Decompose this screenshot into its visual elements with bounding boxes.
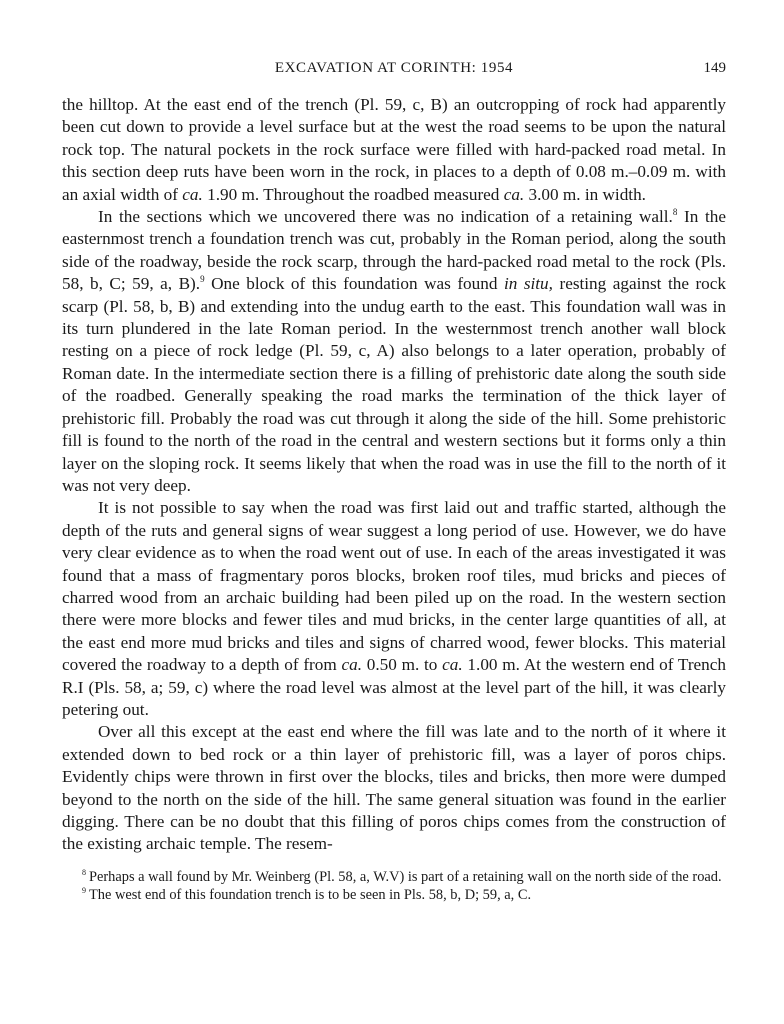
body-paragraph [62, 94, 726, 206]
footnote [62, 868, 726, 886]
text-run: It is not possible to say when the road was first laid out and traffic started, although the depth of the ruts and general signs of wear suggest a long period of use. However, we do have very clear evidence as to when the road went out of use. In each of the areas investigated it was found that a mass of fragmentary poros blocks, broken roof tiles, mud bricks and pieces of charred wood from an archaic building had been piled up on the road. In the western section there were more blocks and fewer tiles and mud bricks, in the center large quantities of all, at the east end more mud bricks and tiles and signs of charred wood, fewer blocks. This material covered the roadway to a depth of from [62, 498, 726, 675]
body-paragraph [62, 497, 726, 721]
footnote [62, 886, 726, 904]
text-run: One block of this foundation was found [204, 274, 504, 294]
text-run: In the sections which we uncovered there was no indication of a retaining wall. [98, 207, 673, 227]
body-paragraph [62, 206, 726, 497]
page [62, 60, 726, 904]
italic-text: ca. [182, 184, 203, 204]
footnote-marker: 8 [672, 207, 678, 218]
text-run: 1.00 m. At the western end of Trench R.I (Pls. 58, a; 59, c) where the road level was almost at the level part of the hill, it was clearly petering out. [62, 655, 726, 719]
running-head [62, 60, 726, 84]
footnote-text: The west end of this foundation trench is to be seen in Pls. 58, b, D; 59, a, C. [89, 886, 532, 903]
footnote-text: Perhaps a wall found by Mr. Weinberg (Pl. 58, a, W.V) is part of a retaining wall on the north side of the road. [89, 868, 722, 885]
italic-text: ca. [341, 655, 363, 675]
text-run: 3.00 m. in width. [524, 184, 646, 204]
footnote-marker: 9 [200, 274, 205, 285]
running-title: EXCAVATION AT CORINTH: 1954 [274, 60, 514, 76]
footnote-number: 9 [82, 885, 86, 895]
body-text [62, 94, 726, 856]
text-run: resting against the rock scarp (Pl. 58, b, B) and extending into the undug earth to the east. This foundation wall was in its turn plundered in the late Roman period. In the westernmost trench another wall block resting on a piece of rock ledge (Pl. 59, c, A) also belongs to a later operation, probably of Roman date. In the intermediate section there is a filling of prehistoric date along the south side of the roadbed. Generally speaking the road marks the termination of the thick layer of prehistoric fill. Probably the road was cut through it along the side of the hill. Some prehistoric fill is found to the north of the road in the central and western sections but it forms only a thin layer on the sloping rock. It seems likely that when the road was in use the fill to the north of it was not very deep. [62, 274, 726, 495]
text-run: 1.90 m. Throughout the roadbed measured [202, 184, 504, 204]
text-run: In the easternmost trench a foundation trench was cut, probably in the Roman period, along the south side of the roadway, beside the rock scarp, through the hard-packed road metal to the rock (Pls. 58, b, C; 59, a, B). [62, 207, 726, 294]
footnotes [62, 868, 726, 904]
text-run: the hilltop. At the east end of the trench (Pl. 59, c, B) an outcropping of rock had apparently been cut down to provide a level surface but at the west the road seems to be upon the natural rock top. The natural pockets in the rock surface were filled with hard-packed road metal. In this section deep ruts have been worn in the rock, in places to a depth of 0.08 m.–0.09 m. with an axial width of [62, 95, 726, 204]
page-number: 149 [703, 60, 726, 76]
italic-text: in situ, [503, 274, 553, 294]
text-run: 0.50 m. to [362, 655, 443, 675]
text-run: Over all this except at the east end where the fill was late and to the north of it where it extended down to bed rock or a thin layer of prehistoric fill, was a layer of poros chips. Evidently chips were thrown in first over the blocks, tiles and bricks, then more were dumped beyond to the north on the side of the hill. The same general situation was found in the earlier digging. There can be no doubt that this filling of poros chips comes from the construction of the existing archaic temple. The resem- [62, 722, 726, 854]
italic-text: ca. [503, 184, 525, 204]
italic-text: ca. [442, 655, 463, 675]
footnote-number: 8 [82, 867, 86, 877]
body-paragraph [62, 721, 726, 855]
